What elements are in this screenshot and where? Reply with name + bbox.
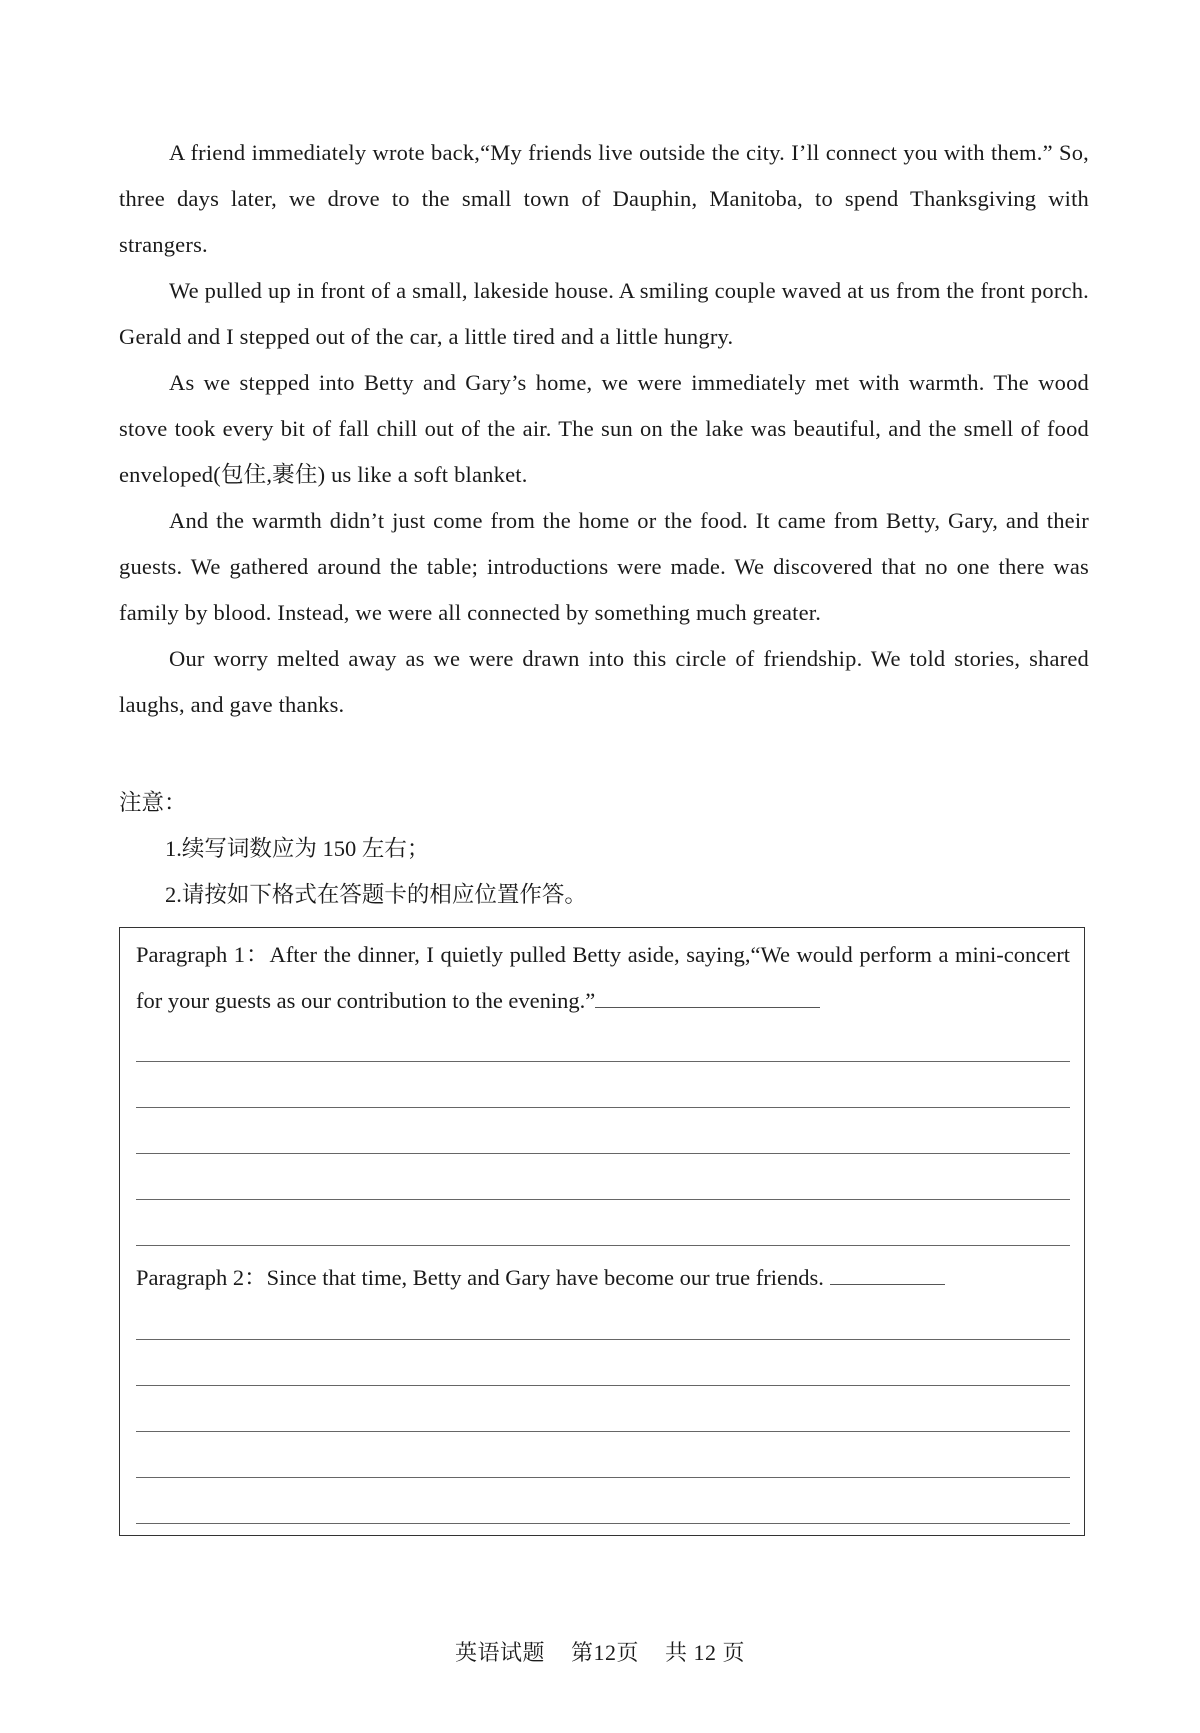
answer-box: [119, 927, 1085, 1536]
footer-subject: 英语试题: [454, 1640, 545, 1665]
note-item: 1.续写词数应为 150 左右；: [165, 836, 430, 861]
paragraph2-prompt: [136, 1255, 1070, 1301]
passage-paragraph: Our worry melted away as we were drawn into this circle of friendship. We told stories, shared laughs, and gave thanks.: [119, 646, 1089, 717]
paragraph2-prompt-text: Paragraph 2：Since that time, Betty and Gary have become our true friends.: [136, 1265, 824, 1290]
footer-page-number: 第12页: [570, 1640, 639, 1665]
writing-line[interactable]: [136, 1339, 1070, 1340]
notes-title: 注意：: [119, 790, 187, 815]
footer-total-pages: 共 12 页: [665, 1640, 746, 1665]
paragraph1-inline-blank[interactable]: [595, 981, 820, 1008]
writing-line[interactable]: [136, 1061, 1070, 1062]
writing-line[interactable]: [136, 1523, 1070, 1524]
paragraph1-prompt-text: Paragraph 1：After the dinner, I quietly pulled Betty aside, saying,“We would perform a mini-concert for your guests as our contribution to the evening.”: [136, 942, 1070, 1013]
writing-line[interactable]: [136, 1385, 1070, 1386]
writing-line[interactable]: [136, 1199, 1070, 1200]
notes-section: [119, 780, 1089, 918]
writing-line[interactable]: [136, 1245, 1070, 1246]
paragraph1-prompt: [136, 932, 1070, 1024]
passage-paragraph: A friend immediately wrote back,“My friends live outside the city. I’ll connect you with them.” So, three days later, we drove to the small town of Dauphin, Manitoba, to spend Thanksgiving with strangers.: [119, 140, 1089, 257]
passage-paragraph: We pulled up in front of a small, lakeside house. A smiling couple waved at us from the front porch. Gerald and I stepped out of the car, a little tired and a little hungry.: [119, 278, 1089, 349]
writing-line[interactable]: [136, 1107, 1070, 1108]
passage-paragraph: As we stepped into Betty and Gary’s home, we were immediately met with warmth. The wood stove took every bit of fall chill out of the air. The sun on the lake was beautiful, and the smell of food enveloped(包住,裹住) us like a soft blanket.: [119, 370, 1089, 487]
writing-line[interactable]: [136, 1477, 1070, 1478]
note-item: 2.请按如下格式在答题卡的相应位置作答。: [165, 882, 587, 907]
page-footer: [0, 1636, 1200, 1667]
paragraph2-inline-blank[interactable]: [830, 1258, 945, 1285]
writing-line[interactable]: [136, 1431, 1070, 1432]
writing-line[interactable]: [136, 1153, 1070, 1154]
reading-passage: [119, 130, 1089, 728]
passage-paragraph: And the warmth didn’t just come from the home or the food. It came from Betty, Gary, and their guests. We gathered around the table; introductions were made. We discovered that no one there was family by blood. Instead, we were all connected by something much greater.: [119, 508, 1089, 625]
